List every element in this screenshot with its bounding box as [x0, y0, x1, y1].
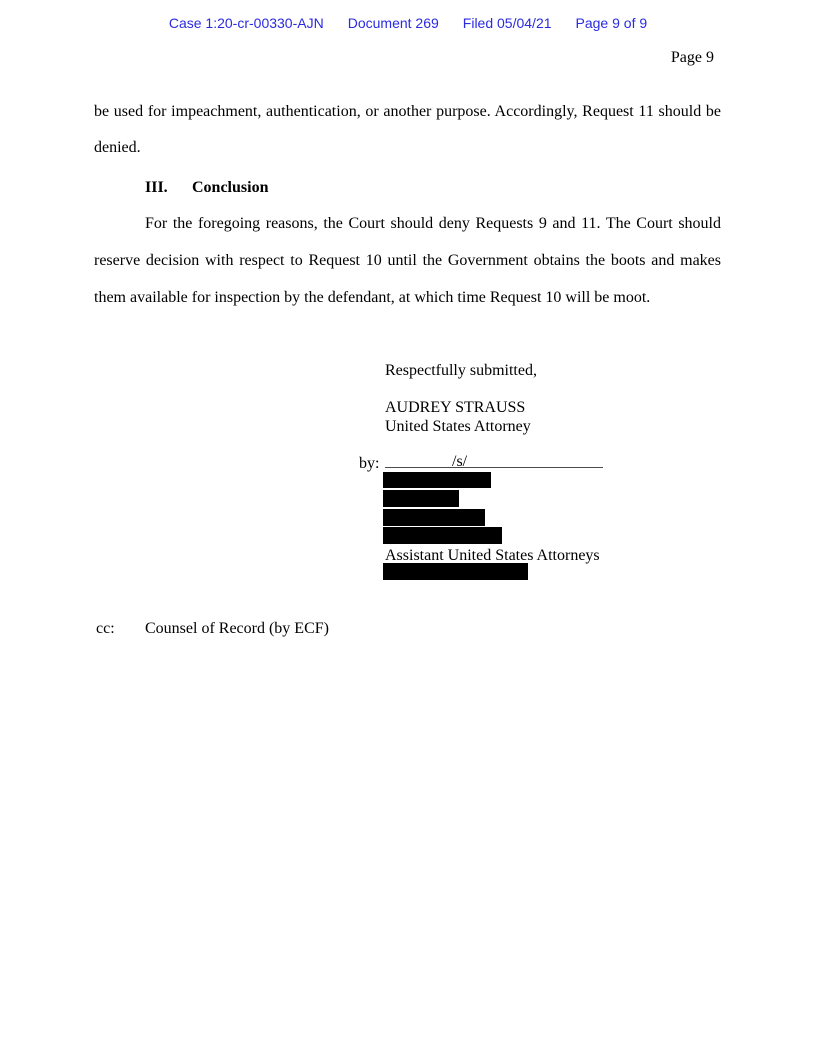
redaction-bar: [383, 472, 491, 488]
body-line: reserve decision with respect to Request 10 until the Government obtains the boots and makes: [94, 252, 721, 269]
cc-label: cc:: [96, 620, 115, 637]
assistant-attorneys-line: Assistant United States Attorneys: [385, 547, 600, 564]
signature-line: [385, 454, 603, 468]
ecf-case-number: Case 1:20-cr-00330-AJN: [168, 15, 324, 31]
section-heading-title: Conclusion: [192, 179, 269, 196]
ecf-document-number: Document 269: [347, 15, 439, 31]
attorney-title: United States Attorney: [385, 418, 531, 435]
redaction-bar: [383, 527, 502, 544]
redaction-bar: [383, 509, 485, 526]
respectfully-submitted-line: Respectfully submitted,: [385, 362, 537, 379]
redaction-bar: [383, 563, 528, 580]
section-heading: [145, 179, 268, 197]
page-number: Page 9: [670, 49, 714, 66]
attorney-name: AUDREY STRAUSS: [385, 399, 526, 416]
cc-recipients: Counsel of Record (by ECF): [145, 620, 329, 637]
ecf-stamp-header: [0, 15, 816, 31]
body-line: For the foregoing reasons, the Court should deny Requests 9 and 11. The Court should: [145, 215, 721, 232]
body-line: be used for impeachment, authentication, or another purpose. Accordingly, Request 11 should be: [94, 103, 721, 120]
ecf-page-count: Page 9 of 9: [575, 15, 648, 31]
section-heading-number: III.: [145, 179, 168, 196]
body-line: denied.: [94, 139, 141, 156]
body-line: them available for inspection by the defendant, at which time Request 10 will be moot.: [94, 289, 651, 306]
electronic-signature-mark: /s/: [452, 453, 468, 470]
by-label: by:: [359, 455, 380, 472]
redaction-bar: [383, 490, 459, 507]
ecf-filed-date: Filed 05/04/21: [462, 15, 552, 31]
